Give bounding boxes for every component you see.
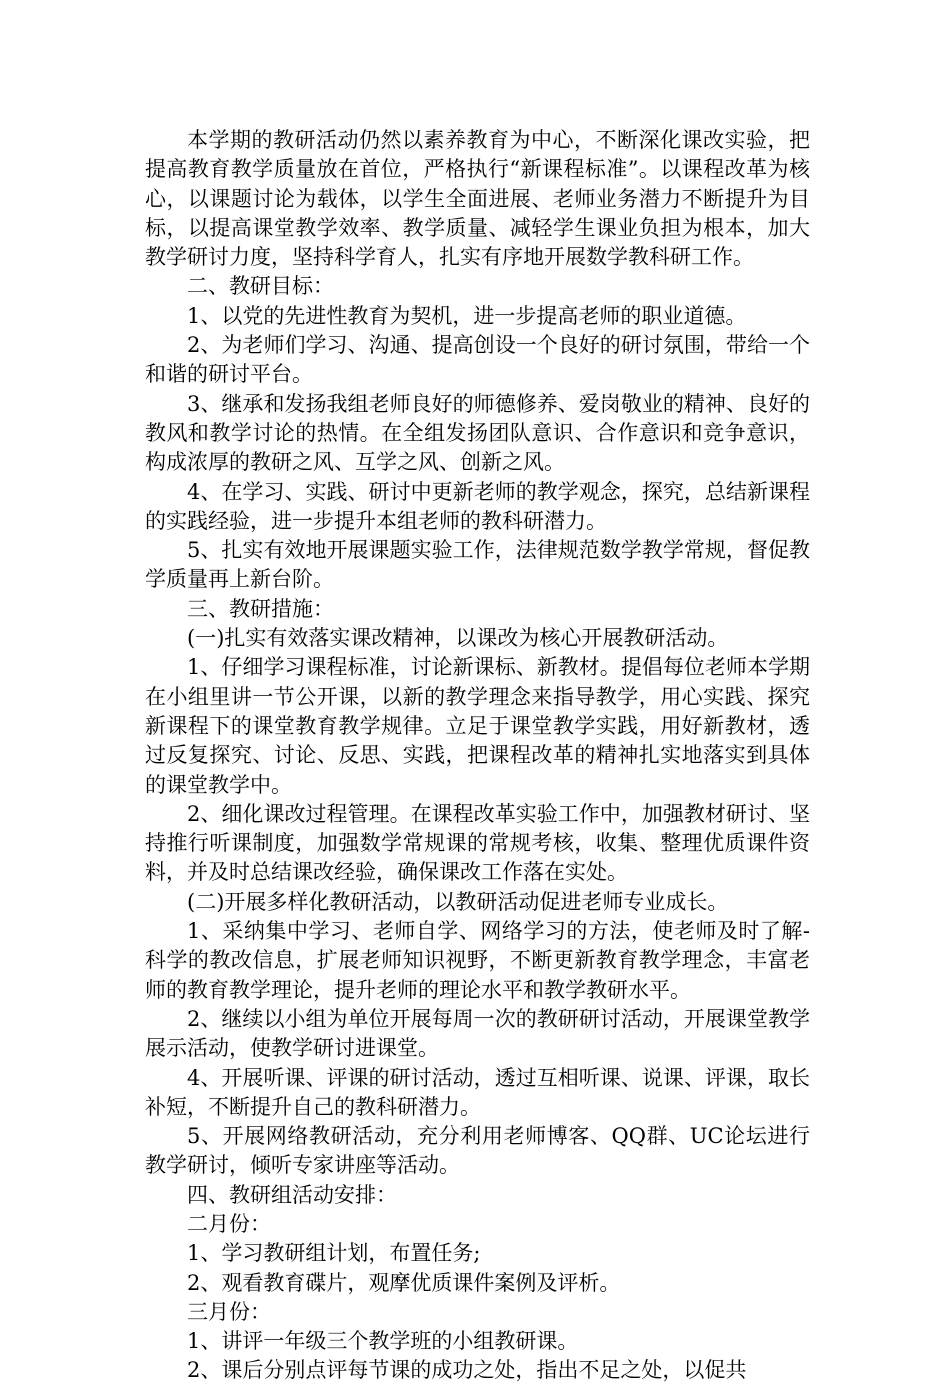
subheading-measure-1: (一)扎实有效落实课改精神，以课改为核心开展教研活动。 xyxy=(187,626,729,651)
february-item-1: 1、学习教研组计划，布置任务; xyxy=(187,1241,481,1266)
paragraph-intro: 本学期的教研活动仍然以素养教育为中心，不断深化课改实验，把提高教育教学质量放在首位，严格执行“新课程标准”。以课程改革为核心，以课题讨论为载体，以学生全面进展、老师业务潜力不断提升为目标，以提高课堂教学效率、教学质量、减轻学生课业负担为根本，加大教学研讨力度，坚持科学育人，扎实有序地开展数学教科研工作。 xyxy=(145,128,810,270)
subheading-measure-2: (二)开展多样化教研活动，以教研活动促进老师专业成长。 xyxy=(187,889,729,914)
measure-item-2-2: 2、继续以小组为单位开展每周一次的教研研讨活动，开展课堂教学展示活动，使教学研讨进课堂。 xyxy=(145,1006,810,1061)
goal-item-1: 1、以党的先进性教育为契机，进一步提高老师的职业道德。 xyxy=(187,303,747,328)
heading-activity-schedule: 四、教研组活动安排： xyxy=(187,1182,397,1207)
february-item-2: 2、观看教育碟片，观摩优质课件案例及评析。 xyxy=(187,1270,621,1295)
goal-item-5: 5、扎实有效地开展课题实验工作，法律规范数学教学常规，督促教学质量再上新台阶。 xyxy=(145,538,810,592)
month-heading-february: 二月份： xyxy=(187,1211,271,1236)
march-item-1: 1、讲评一年级三个教学班的小组教研课。 xyxy=(187,1329,579,1354)
document-body xyxy=(145,126,810,1386)
measure-item-2-5: 5、开展网络教研活动，充分利用老师博客、QQ群、UC论坛进行教学研讨，倾听专家讲座等活动。 xyxy=(145,1124,810,1178)
month-heading-march: 三月份： xyxy=(187,1299,271,1324)
march-item-2: 2、课后分别点评每节课的成功之处，指出不足之处，以促共 xyxy=(187,1358,747,1383)
measure-item-2-1: 1、采纳集中学习、老师自学、网络学习的方法，使老师及时了解-科学的教改信息，扩展老师知识视野，不断更新教育教学理念，丰富老师的教育教学理论，提升老师的理论水平和教学教研水平。 xyxy=(145,919,810,1002)
goal-item-4: 4、在学习、实践、研讨中更新老师的教学观念，探究，总结新课程的实践经验，进一步提升本组老师的教科研潜力。 xyxy=(145,479,810,533)
goal-item-2: 2、为老师们学习、沟通、提高创设一个良好的研讨氛围，带给一个和谐的研讨平台。 xyxy=(145,333,810,387)
measure-item-1-1: 1、仔细学习课程标准，讨论新课标、新教材。提倡每位老师本学期在小组里讲一节公开课，以新的教学理念来指导教学，用心实践、探究新课程下的课堂教育教学规律。立足于课堂教学实践，用好新教材，透过反复探究、讨论、反思、实践，把课程改革的精神扎实地落实到具体的课堂教学中。 xyxy=(145,655,810,797)
measure-item-1-2: 2、细化课改过程管理。在课程改革实验工作中，加强教材研讨、坚持推行听课制度，加强数学常规课的常规考核，收集、整理优质课件资料，并及时总结课改经验，确保课改工作落在实处。 xyxy=(145,801,810,885)
heading-research-measures: 三、教研措施： xyxy=(187,596,334,621)
measure-item-2-4: 4、开展听课、评课的研讨活动，透过互相听课、说课、评课，取长补短，不断提升自己的教科研潜力。 xyxy=(145,1065,810,1119)
goal-item-3: 3、继承和发扬我组老师良好的师德修养、爱岗敬业的精神、良好的教风和教学讨论的热情。在全组发扬团队意识、合作意识和竞争意识，构成浓厚的教研之风、互学之风、创新之风。 xyxy=(145,391,810,475)
heading-research-goals: 二、教研目标： xyxy=(187,274,334,299)
